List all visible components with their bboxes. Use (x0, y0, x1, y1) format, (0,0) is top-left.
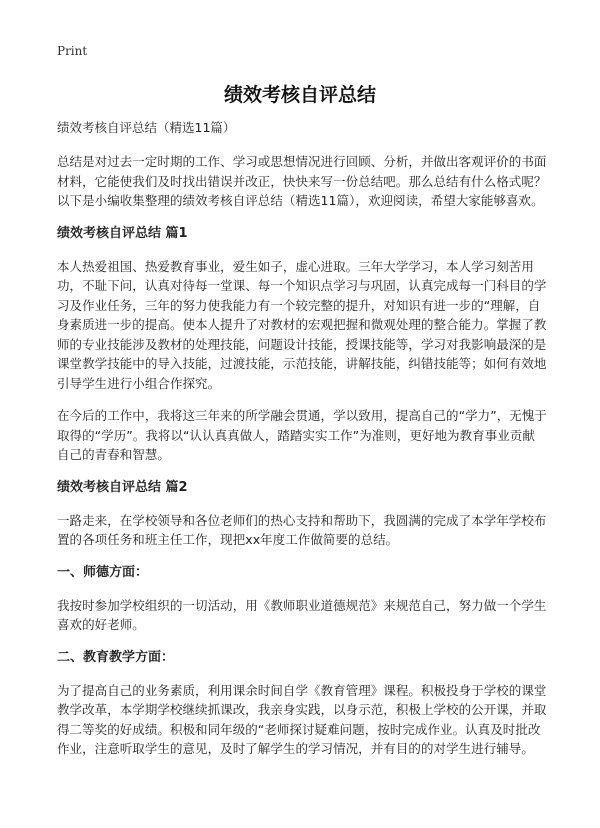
section-heading-2: 绩效考核自评总结 篇2 (57, 479, 188, 495)
section-1-paragraph-2: 在今后的工作中，我将这三年来的所学融会贯通，学以致用，提高自己的“学力”，无愧于取得的“学历”。我将以“认认真真做人，踏踏实实工作”为准则，更好地为教育事业贡献自己的青春和智慧。 (57, 408, 547, 462)
section-2-paragraph-1: 一路走来，在学校领导和各位老师们的热心支持和帮助下，我圆满的完成了本学年学校布置的各项任务和班主任工作，现把xx年度工作做简要的总结。 (57, 512, 547, 547)
section-1-paragraph-1: 本人热爱祖国、热爱教育事业，爱生如子，虚心进取。三年大学学习，本人学习刻苦用功，不耻下问，认真对待每一堂课、每一个知识点学习与巩固，认真完成每一门科目的学习及作业任务，三年的努力使我能力有一个较完整的提升，对知识有进一步的“理解，自身素质进一步的提高。使本人提升了对教材的宏观把握和微观处理的整合能力。掌握了教师的专业技能涉及教材的处理技能，问题设计技能，授课技能等，学习对我影响最深的是课堂教学技能中的导入技能，过渡技能，示范技能，讲解技能，纠错技能等；如何有效地引导学生进行小组合作探究。 (57, 258, 547, 391)
print-link[interactable]: Print (57, 44, 88, 58)
page-title: 绩效考核自评总结 (223, 84, 376, 106)
section-heading-1: 绩效考核自评总结 篇1 (57, 225, 188, 241)
intro-paragraph: 总结是对过去一定时期的工作、学习或思想情况进行回顾、分析，并做出客观评价的书面材料，它能使我们及时找出错误并改正，快快来写一份总结吧。那么总结有什么格式呢？以下是小编收集整理的绩效考核自评总结（精选11篇），欢迎阅读，希望大家能够喜欢。 (57, 154, 547, 208)
article-body (57, 118, 547, 772)
ethics-paragraph: 我按时参加学校组织的一切活动，用《教师职业道德规范》来规范自己，努力做一个学生喜欢的好老师。 (57, 597, 547, 632)
section-heading-teaching: 二、教育教学方面： (57, 649, 175, 665)
section-heading-ethics: 一、师德方面： (57, 564, 149, 580)
article-subtitle: 绩效考核自评总结（精选11篇） (57, 120, 236, 135)
teaching-paragraph: 为了提高自己的业务素质，利用课余时间自学《教育管理》课程。积极投身于学校的课堂教学改革，本学期学校继续抓课改，我亲身实践，以身示范，积极上学校的公开课，并取得二等奖的好成绩。积极和同年级的“老师探讨疑难问题，按时完成作业。认真及时批改作业，注意听取学生的意见，及时了解学生的学习情况，并有目的的对学生进行辅导。 (57, 682, 547, 756)
